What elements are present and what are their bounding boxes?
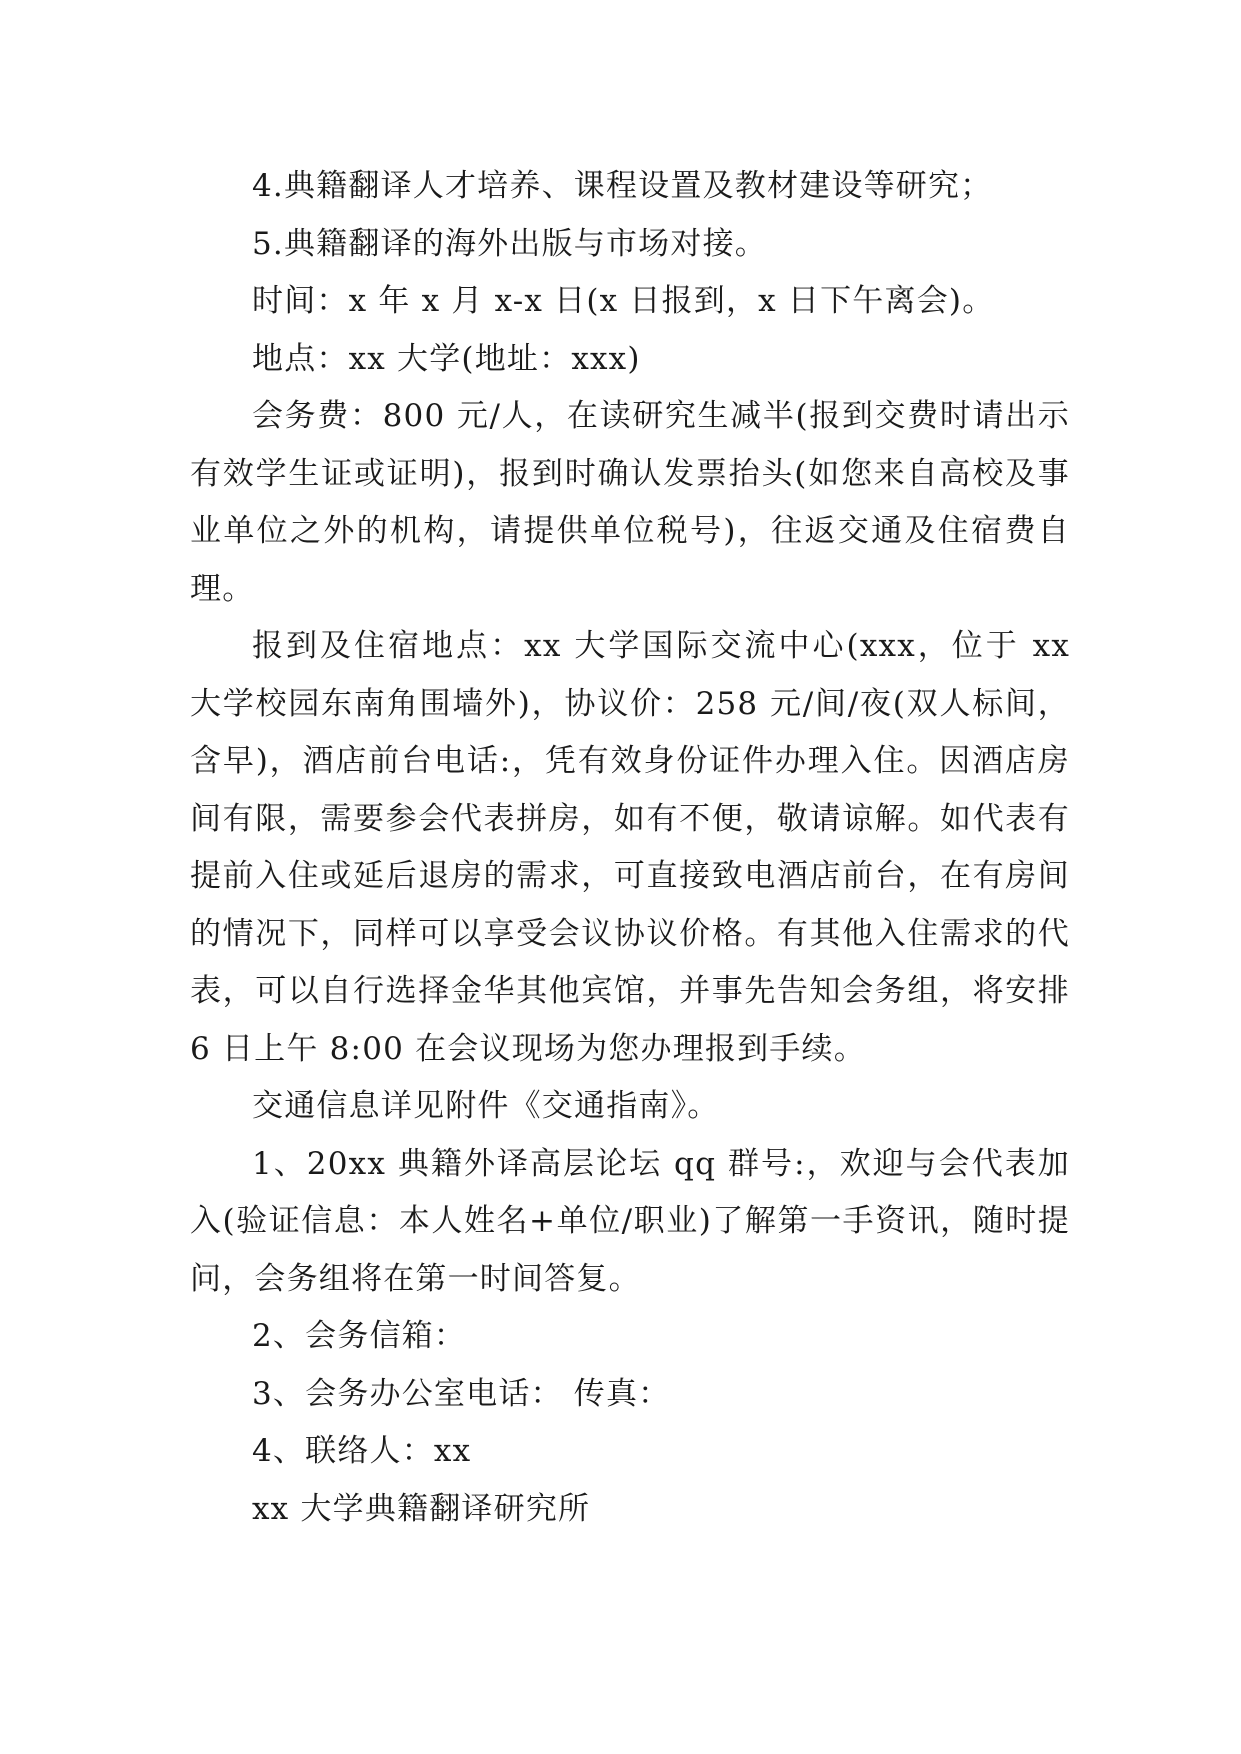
contact-email: 2、会务信箱： (252, 1318, 467, 1354)
topic-item-5: 5.典籍翻译的海外出版与市场对接。 (252, 225, 767, 262)
document-body (190, 158, 1070, 1538)
meeting-location: 地点：xx 大学(地址：xxx) (252, 340, 641, 377)
accommodation-info: 报到及住宿地点：xx 大学国际交流中心(xxx，位于 xx 大学校园东南角围墙外)，协议价：258 元/间/夜(双人标间，含早)，酒店前台电话:，凭有效身份证件办理入住。因酒店房间有限，需要参会代表拼房，如有不便，敬请谅解。如代表有提前入住或延后退房的需求，可直接致电酒店前台，在有房间的情况下，同样可以享受会议协议价格。有其他入住需求的代表，可以自行选择金华其他宾馆，并事先告知会务组，将安排 6 日上午 8:00 在会议现场为您办理报到手续。 (190, 628, 1070, 1067)
meeting-time: 时间：x 年 x 月 x-x 日(x 日报到，x 日下午离会)。 (252, 283, 995, 319)
contact-person: 4、联络人：xx (252, 1433, 472, 1469)
conference-fee: 会务费：800 元/人，在读研究生减半(报到交费时请出示有效学生证或证明)，报到时确认发票抬头(如您来自高校及事业单位之外的机构，请提供单位税号)，往返交通及住宿费自理。 (190, 398, 1070, 607)
topic-item-4: 4.典籍翻译人才培养、课程设置及教材建设等研究； (252, 168, 993, 204)
contact-phone-fax: 3、会务办公室电话： 传真： (252, 1375, 671, 1412)
transport-info: 交通信息详见附件《交通指南》。 (252, 1088, 720, 1124)
contact-qq-group: 1、20xx 典籍外译高层论坛 qq 群号:，欢迎与会代表加入(验证信息：本人姓名+单位/职业)了解第一手资讯，随时提问，会务组将在第一时间答复。 (190, 1145, 1070, 1297)
organizer-signature: xx 大学典籍翻译研究所 (252, 1490, 591, 1527)
